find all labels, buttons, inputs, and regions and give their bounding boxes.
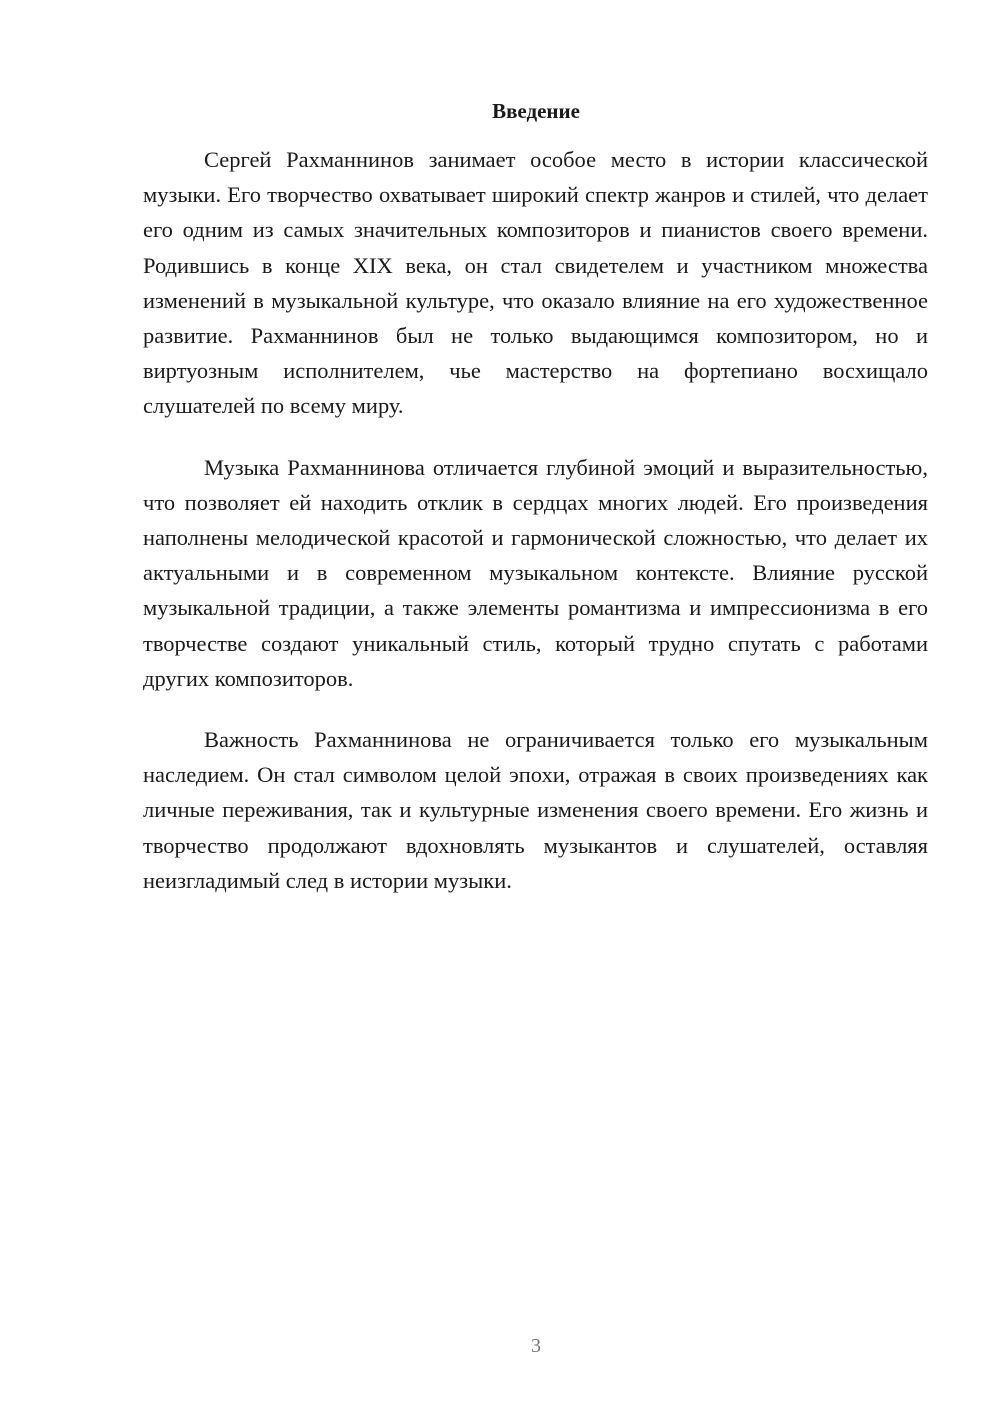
page-number: 3 [531,1335,541,1357]
paragraph-2: Музыка Рахманнинова отличается глубиной эмоций и выразительностью, что позволяет ей находить отклик в сердцах многих людей. Его произведения наполнены мелодической красотой и гармонической сложностью, что делает их актуальными и в современном музыкальном контексте. Влияние русской музыкальной традиции, а также элементы романтизма и импрессионизма в его творчестве создают уникальный стиль, который трудно спутать с работами других композиторов. [143,454,928,691]
paragraph-1: Сергей Рахманнинов занимает особое место в истории классической музыки. Его творчество охватывает широкий спектр жанров и стилей, что делает его одним из самых значительных композиторов и пианистов своего времени. Родившись в конце XIX века, он стал свидетелем и участником множества изменений в музыкальной культуре, что оказало влияние на его художественное развитие. Рахманнинов был не только выдающимся композитором, но и виртуозным исполнителем, чье мастерство на фортепиано восхищало слушателей по всему миру. [143,147,928,419]
body-text [143,142,928,924]
section-heading: Введение [492,99,580,123]
paragraph-3: Важность Рахманнинова не ограничивается только его музыкальным наследием. Он стал символом целой эпохи, отражая в своих произведениях как личные переживания, так и культурные изменения своего времени. Его жизнь и творчество продолжают вдохновлять музыкантов и слушателей, оставляя неизгладимый след в истории музыки. [143,727,928,893]
